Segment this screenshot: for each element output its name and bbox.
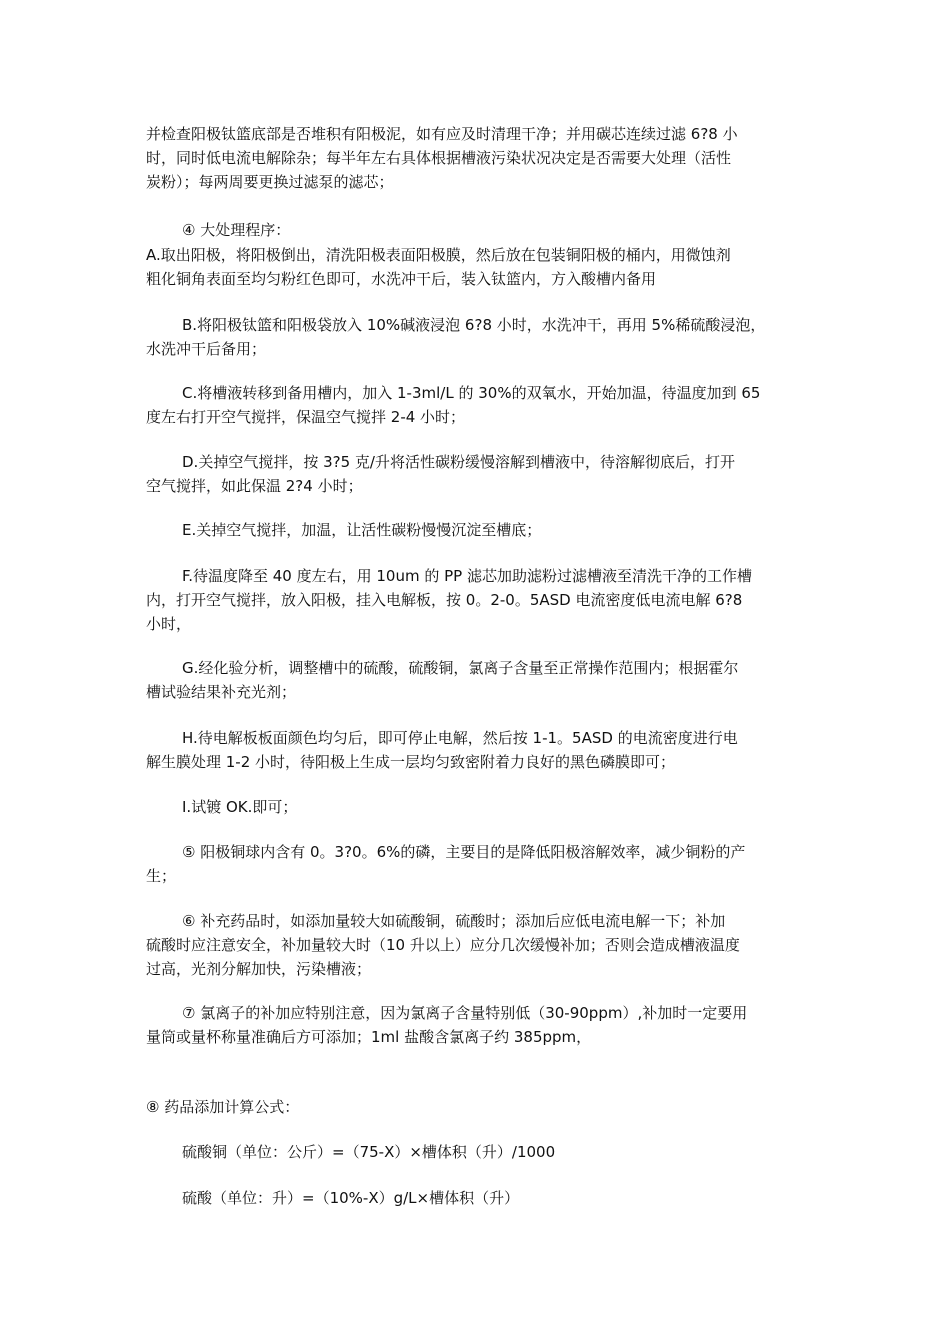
text-line: 硫酸铜（单位：公斤）=（75-X）×槽体积（升）/1000 [182,1143,556,1161]
text-line: ⑥ 补充药品时，如添加量较大如硫酸铜，硫酸时；添加后应低电流电解一下；补加 [182,912,726,930]
text-line: G.经化验分析，调整槽中的硫酸，硫酸铜，氯离子含量至正常操作范围内；根据霍尔 [182,659,739,677]
note-5 [146,840,810,888]
text-line: F.待温度降至 40 度左右，用 10um 的 PP 滤芯加助滤粉过滤槽液至清洗干净的工作槽 [182,567,752,585]
text-line: 量筒或量杯称量准确后方可添加；1ml 盐酸含氯离子约 385ppm， [146,1028,592,1046]
step-e [182,518,810,542]
text-line: 度左右打开空气搅拌，保温空气搅拌 2-4 小时； [146,408,466,426]
note-6 [146,909,810,981]
text-line: 生； [146,867,177,885]
formula-sulfuric-acid [182,1186,810,1210]
step-f [146,564,810,636]
paragraph-intro [146,122,810,194]
section-heading-4 [182,218,810,242]
formula-copper-sulfate [182,1140,810,1164]
text-line: 过高，光剂分解加快，污染槽液； [146,960,372,978]
text-line: 并检查阳极钛篮底部是否堆积有阳极泥，如有应及时清理干净；并用碳芯连续过滤 6?8 小 [146,125,738,143]
text-line: ⑧ 药品添加计算公式： [146,1098,300,1116]
step-c [146,381,810,429]
text-line: 时，同时低电流电解除杂；每半年左右具体根据槽液污染状况决定是否需要大处理（活性 [146,149,732,167]
text-line: 内，打开空气搅拌，放入阳极，挂入电解板，按 0。2-0。5ASD 电流密度低电流电解 6?8 [146,591,743,609]
text-line: 硫酸（单位：升）=（10%-X）g/L×槽体积（升） [182,1189,520,1207]
text-line: 解生膜处理 1-2 小时，待阳极上生成一层均匀致密附着力良好的黑色磷膜即可； [146,753,676,771]
note-8-formula-heading [146,1095,810,1119]
step-h [146,726,810,774]
text-line: ⑤ 阳极铜球内含有 0。3?0。6%的磷，主要目的是降低阳极溶解效率，减少铜粉的产 [182,843,746,861]
note-7 [146,1001,810,1049]
text-line: 粗化铜角表面至均匀粉红色即可，水洗冲干后，装入钛篮内，方入酸槽内备用 [146,270,657,288]
text-line: B.将阳极钛篮和阳极袋放入 10%碱液浸泡 6?8 小时，水洗冲干，再用 5%稀硫酸浸泡， [182,316,766,334]
text-line: 硫酸时应注意安全，补加量较大时（10 升以上）应分几次缓慢补加；否则会造成槽液温度 [146,936,740,954]
text-line: ④ 大处理程序： [182,221,291,239]
text-line: H.待电解板板面颜色均匀后，即可停止电解，然后按 1-1。5ASD 的电流密度进行电 [182,729,738,747]
step-g [146,656,810,704]
text-line: 水洗冲干后备用； [146,340,267,358]
text-line: 炭粉）；每两周要更换过滤泵的滤芯； [146,173,394,191]
text-line: D.关掉空气搅拌，按 3?5 克/升将活性碳粉缓慢溶解到槽液中，待溶解彻底后，打开 [182,453,735,471]
text-line: A.取出阳极，将阳极倒出，清洗阳极表面阳极膜，然后放在包装铜阳极的桶内，用微蚀剂 [146,246,731,264]
text-line: 空气搅拌，如此保温 2?4 小时； [146,477,363,495]
text-line: 小时， [146,615,192,633]
text-line: 槽试验结果补充光剂； [146,683,297,701]
step-a [146,243,810,291]
text-line: ⑦ 氯离子的补加应特别注意，因为氯离子含量特别低（30-90ppm）,补加时一定要用 [182,1004,748,1022]
text-line: I.试镀 OK.即可； [182,798,298,816]
step-i [182,795,810,819]
text-line: C.将槽液转移到备用槽内，加入 1-3ml/L 的 30%的双氧水，开始加温，待温度加到 65 [182,384,761,402]
step-b [146,313,810,361]
text-line: E.关掉空气搅拌，加温，让活性碳粉慢慢沉淀至槽底； [182,521,542,539]
step-d [146,450,810,498]
